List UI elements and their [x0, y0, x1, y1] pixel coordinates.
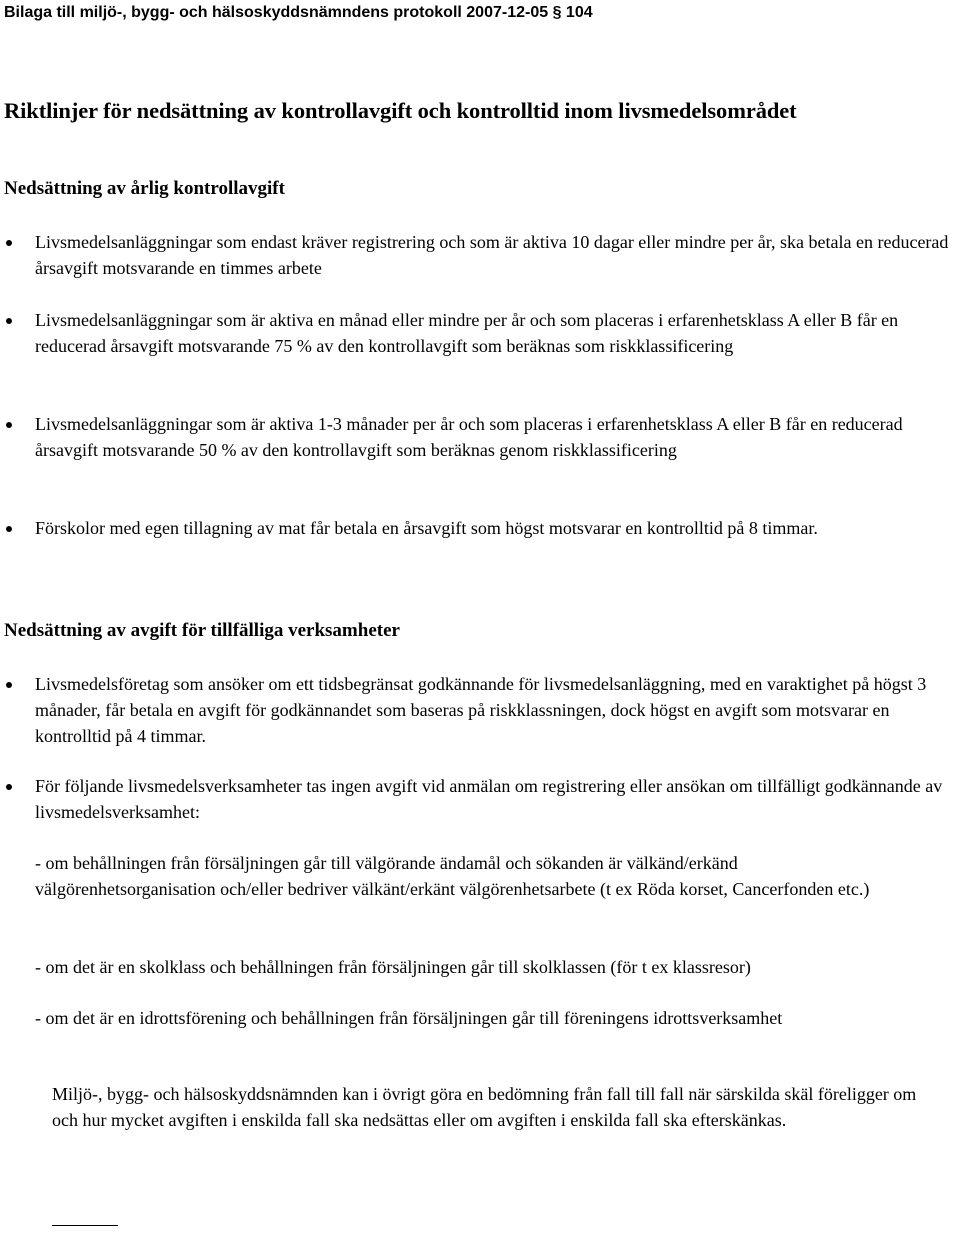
section-heading-temporary-businesses: Nedsättning av avgift för tillfälliga verksamheter: [4, 620, 400, 641]
list-item-text: Livsmedelsanläggningar som är aktiva en månad eller mindre per år och som placeras i erfarenhetsklass A eller B får en reducerad årsavgift motsvarande 75 % av den kontrollavgift som beräknas som riskklassificering: [35, 310, 899, 356]
bullet-icon: [6, 318, 12, 324]
list-item-text: Livsmedelsföretag som ansöker om ett tidsbegränsat godkännande för livsmedelsanläggning, med en varaktighet på högst 3 månader, får betala en avgift för godkännandet som baseras på riskklassningen, dock högst en avgift som motsvarar en kontrolltid på 4 timmar.: [35, 674, 927, 746]
exemption-item: - om det är en idrottsförening och behållningen från försäljningen går till föreningens idrottsverksamhet: [35, 1008, 783, 1028]
list-item-text: Livsmedelsanläggningar som är aktiva 1-3 månader per år och som placeras i erfarenhetsklass A eller B får en reducerad årsavgift motsvarande 50 % av den kontrollavgift som beräknas genom riskklassificering: [35, 414, 903, 460]
exemption-item: - om det är en skolklass och behållningen från försäljningen går till skolklassen (för t ex klassresor): [35, 957, 751, 977]
exemption-item: - om behållningen från försäljningen går till välgörande ändamål och sökanden är välkänd/erkänd välgörenhetsorganisation och/eller bedriver välkänt/erkänt välgörenhetsarbete (t ex Röda korset, Cancerfonden etc.): [35, 853, 870, 899]
list-item-text: Livsmedelsanläggningar som endast kräver registrering och som är aktiva 10 dagar eller mindre per år, ska betala en reducerad årsavgift motsvarande en timmes arbete: [35, 232, 949, 278]
list-item-text: För följande livsmedelsverksamheter tas ingen avgift vid anmälan om registrering eller ansökan om tillfälligt godkännande av livsmedelsverksamhet:: [35, 776, 943, 822]
page-title: Riktlinjer för nedsättning av kontrollavgift och kontrolltid inom livsmedelsområdet: [4, 98, 797, 123]
header-text: Bilaga till miljö-, bygg- och hälsoskyddsnämndens protokoll 2007-12-05 § 104: [4, 4, 593, 21]
bullet-icon: [6, 422, 12, 428]
section-heading-annual-fee: Nedsättning av årlig kontrollavgift: [4, 178, 285, 199]
closing-paragraph: Miljö-, bygg- och hälsoskyddsnämnden kan i övrigt göra en bedömning från fall till fall när särskilda skäl föreligger om och hur mycket avgiften i enskilda fall ska nedsättas eller om avgiften i enskilda fall ska efterskänkas.: [52, 1084, 917, 1130]
bullet-icon: [6, 240, 12, 246]
footnote-separator: [52, 1225, 118, 1226]
list-item-text: Förskolor med egen tillagning av mat får betala en årsavgift som högst motsvarar en kontrolltid på 8 timmar.: [35, 518, 818, 538]
bullet-icon: [6, 526, 12, 532]
bullet-icon: [6, 784, 12, 790]
bullet-icon: [6, 682, 12, 688]
